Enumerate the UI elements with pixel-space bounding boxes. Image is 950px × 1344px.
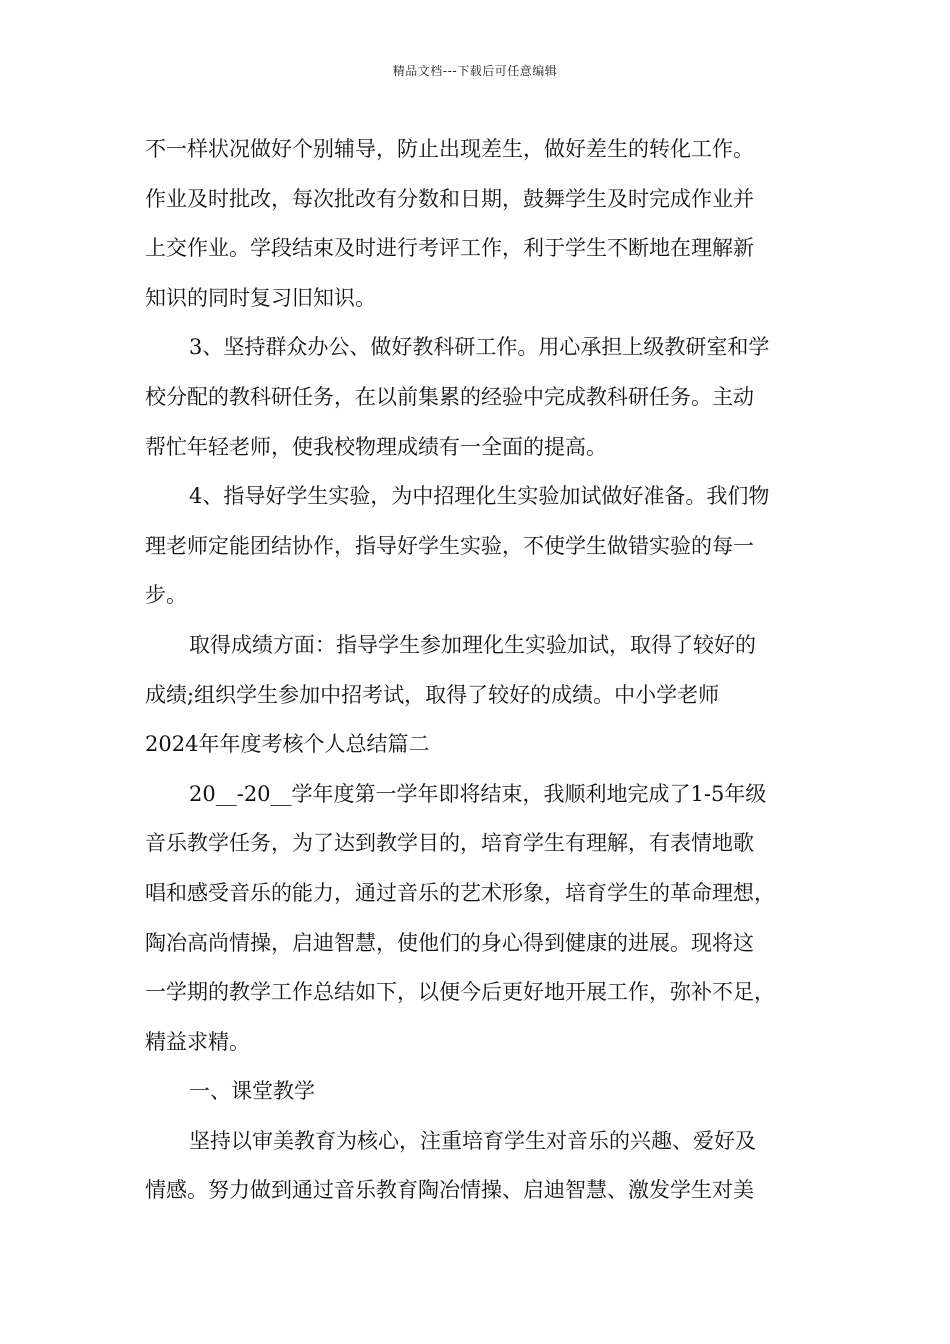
text-line: 成绩;组织学生参加中招考试，取得了较好的成绩。中小学老师: [145, 682, 720, 707]
text-line: 理老师定能团结协作，指导好学生实验，不使学生做错实验的每一: [145, 533, 754, 558]
text-line: 校分配的教科研任务，在以前集累的经验中完成教科研任务。主动: [145, 384, 754, 409]
page-header: 精品文档---下载后可任意编辑: [392, 64, 558, 78]
body-text: [145, 125, 825, 1216]
text-line: 4、指导好学生实验，为中招理化生实验加试做好准备。我们物: [189, 484, 770, 509]
text-line: 3、坚持群众办公、做好教科研工作。用心承担上级教研室和学: [189, 335, 770, 360]
text-line: 取得成绩方面：指导学生参加理化生实验加试，取得了较好的: [189, 632, 756, 657]
text-line: 不一样状况做好个别辅导，防止出现差生，做好差生的转化工作。: [145, 137, 754, 161]
text-line: 作业及时批改，每次批改有分数和日期，鼓舞学生及时完成作业并: [145, 186, 754, 211]
text-line: 一学期的教学工作总结如下，以便今后更好地开展工作，弥补不足，: [145, 980, 775, 1005]
text-line: 情感。努力做到通过音乐教育陶冶情操、启迪智慧、激发学生对美: [145, 1178, 754, 1203]
text-line: 上交作业。学段结束及时进行考评工作，利于学生不断地在理解新: [145, 236, 754, 261]
text-line: 20__-20__学年度第一学年即将结束，我顺利地完成了1-5年级: [189, 781, 767, 806]
text-line: 2024年年度考核个人总结篇二: [145, 732, 430, 757]
text-line: 唱和感受音乐的能力，通过音乐的艺术形象，培育学生的革命理想，: [145, 880, 775, 905]
text-line: 帮忙年轻老师，使我校物理成绩有一全面的提高。: [145, 434, 607, 459]
text-line: 音乐教学任务，为了达到教学目的，培育学生有理解，有表情地歌: [145, 831, 754, 856]
text-line: 知识的同时复习旧知识。: [145, 285, 376, 310]
text-line: 精益求精。: [145, 1029, 250, 1054]
text-line: 一、课堂教学: [189, 1079, 315, 1104]
text-line: 陶冶高尚情操，启迪智慧，使他们的身心得到健康的进展。现将这: [145, 930, 754, 955]
text-line: 坚持以审美教育为核心，注重培育学生对音乐的兴趣、爱好及: [189, 1128, 756, 1153]
text-line: 步。: [145, 583, 187, 608]
